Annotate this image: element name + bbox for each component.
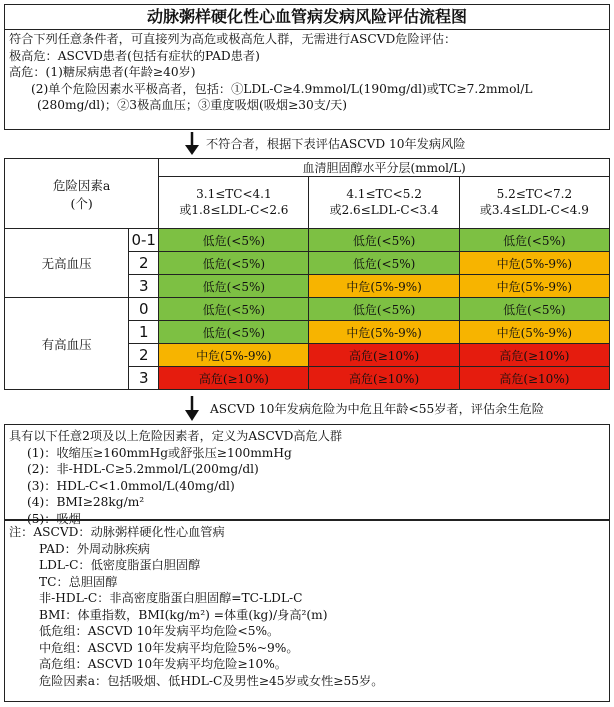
high-risk-item: (4)：BMI≥28kg/m² — [27, 495, 145, 509]
col-header-3 — [459, 177, 609, 229]
hypertension-group-label: 有高血压 — [5, 298, 129, 390]
note-item: 中危组：ASCVD 10年发病平均危险5%~9%。 — [39, 640, 299, 655]
direct-criteria-box — [4, 30, 610, 130]
factor-header-unit: (个) — [70, 195, 93, 211]
risk-row — [5, 229, 610, 252]
risk-cell: 中危(5%-9%) — [459, 252, 609, 275]
risk-cell: 低危(<5%) — [459, 298, 609, 321]
arrow1-label: 不符合者，根据下表评估ASCVD 10年发病风险 — [206, 137, 466, 151]
note-item: 低危组：ASCVD 10年发病平均危险<5%。 — [39, 624, 280, 638]
risk-cell: 低危(<5%) — [159, 298, 309, 321]
high-risk-criteria-box — [4, 424, 610, 526]
note-item: TC：总胆固醇 — [39, 574, 118, 589]
high-risk-item: (1)：收缩压≥160mmHg或舒张压≥100mmHg — [27, 445, 292, 460]
risk-factor-count: 2 — [129, 344, 159, 367]
risk-cell: 高危(≥10%) — [309, 367, 459, 390]
risk-row — [5, 298, 610, 321]
risk-factor-count: 0 — [129, 298, 159, 321]
risk-cell: 中危(5%-9%) — [459, 275, 609, 298]
risk-cell: 中危(5%-9%) — [159, 344, 309, 367]
col-header-1-ldl: 或1.8≤LDL-C<2.6 — [179, 203, 289, 217]
risk-cell: 低危(<5%) — [309, 298, 459, 321]
high-risk-item: (2)：非-HDL-C≥5.2mmol/L(200mg/dl) — [27, 462, 259, 476]
arrow2-label: ASCVD 10年发病危险为中危且年龄<55岁者，评估余生危险 — [210, 402, 544, 416]
note-item: PAD：外周动脉疾病 — [39, 541, 150, 556]
risk-cell: 中危(5%-9%) — [459, 321, 609, 344]
high-risk-item: (5)：吸烟 — [27, 511, 81, 526]
risk-factor-count: 2 — [129, 252, 159, 275]
risk-cell: 低危(<5%) — [309, 252, 459, 275]
notes-box — [4, 520, 610, 702]
risk-cell: 中危(5%-9%) — [309, 275, 459, 298]
col-header-3-ldl: 或3.4≤LDL-C<4.9 — [479, 203, 589, 217]
hypertension-group-label: 无高血压 — [5, 229, 129, 298]
risk-table — [4, 158, 610, 390]
note-first: 注：ASCVD：动脉粥样硬化性心血管病 — [9, 525, 225, 539]
risk-factor-count: 1 — [129, 321, 159, 344]
col-header-2-ldl: 或2.6≤LDL-C<3.4 — [329, 203, 439, 217]
risk-cell: 低危(<5%) — [159, 252, 309, 275]
col-header-2 — [309, 177, 459, 229]
chol-header: 血清胆固醇水平分层(mmol/L) — [159, 159, 610, 177]
high-risk-heading: 具有以下任意2项及以上危险因素者，定义为ASCVD高危人群 — [9, 429, 343, 443]
page-title: 动脉粥样硬化性心血管病发病风险评估流程图 — [4, 4, 610, 30]
risk-cell: 高危(≥10%) — [159, 367, 309, 390]
criteria-high: 高危：(1)糖尿病患者(年龄≥40岁) — [9, 65, 196, 79]
note-item: BMI：体重指数，BMI(kg/m²) =体重(kg)/身高²(m) — [39, 607, 328, 622]
col-header-2-tc: 4.1≤TC<5.2 — [346, 187, 422, 201]
factor-header-label: 危险因素a — [52, 177, 111, 193]
down-arrow-icon — [184, 132, 200, 156]
col-header-3-tc: 5.2≤TC<7.2 — [496, 187, 573, 201]
note-item: 非-HDL-C：非高密度脂蛋白胆固醇=TC-LDL-C — [39, 591, 303, 605]
risk-factor-count: 0-1 — [129, 229, 159, 252]
risk-cell: 高危(≥10%) — [459, 344, 609, 367]
risk-cell: 低危(<5%) — [159, 275, 309, 298]
criteria-very-high: 极高危：ASCVD患者(包括有症状的PAD患者) — [9, 48, 260, 63]
criteria-high-2-cont: (280mg/dl)；②3极高血压；③重度吸烟(吸烟≥30支/天) — [37, 98, 348, 112]
high-risk-item: (3)：HDL-C<1.0mmol/L(40mg/dl) — [27, 478, 235, 493]
col-header-1 — [159, 177, 309, 229]
down-arrow-icon — [184, 396, 200, 422]
criteria-intro: 符合下列任意条件者，可直接列为高危或极高危人群，无需进行ASCVD危险评估： — [9, 32, 457, 46]
risk-cell: 低危(<5%) — [159, 321, 309, 344]
risk-cell: 低危(<5%) — [459, 229, 609, 252]
risk-factor-count: 3 — [129, 275, 159, 298]
criteria-high-2: (2)单个危险因素水平极高者，包括：①LDL-C≥4.9mmol/L(190mg/dl)或TC≥7.2mmol/L — [31, 81, 533, 96]
note-item: LDL-C：低密度脂蛋白胆固醇 — [39, 558, 201, 572]
risk-factor-count: 3 — [129, 367, 159, 390]
col-header-1-tc: 3.1≤TC<4.1 — [196, 187, 272, 201]
factor-header — [5, 159, 159, 229]
risk-cell: 低危(<5%) — [309, 229, 459, 252]
risk-cell: 高危(≥10%) — [309, 344, 459, 367]
note-item: 危险因素a：包括吸烟、低HDL-C及男性≥45岁或女性≥55岁。 — [39, 673, 384, 688]
risk-cell: 低危(<5%) — [159, 229, 309, 252]
note-item: 高危组：ASCVD 10年发病平均危险≥10%。 — [39, 657, 287, 671]
risk-cell: 高危(≥10%) — [459, 367, 609, 390]
risk-cell: 中危(5%-9%) — [309, 321, 459, 344]
